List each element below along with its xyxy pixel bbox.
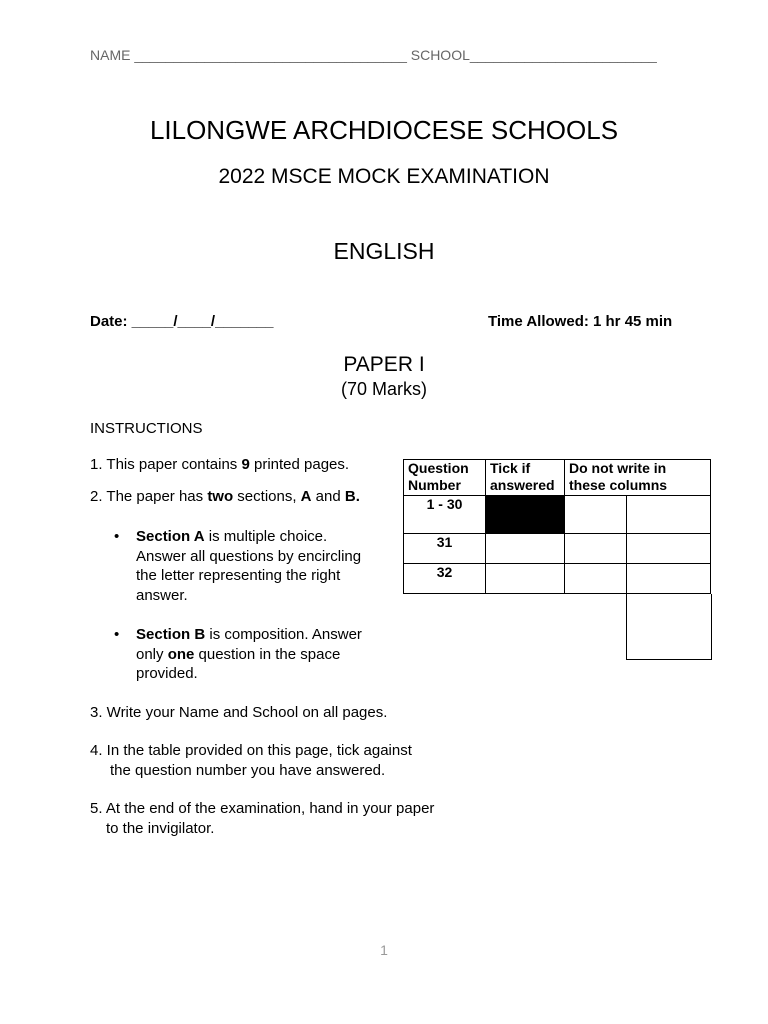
examiner-cell [627,534,711,564]
question-number-header [404,460,486,496]
time-allowed: Time Allowed: 1 hr 45 min [488,313,673,330]
instruction-text: question in the space [194,645,341,663]
section-a-line-1 [136,527,361,547]
instruction-emphasis: A [300,488,312,505]
instruction-5-line-2: to the invigilator. [106,819,215,837]
examiner-columns-header [565,460,711,496]
section-a-line-4: answer. [136,586,188,604]
instruction-emphasis: two [207,488,234,505]
table-row [404,534,711,564]
paper-marks: (70 Marks) [340,379,427,399]
section-a-line-2: Answer all questions by encircling [136,547,362,565]
instruction-emphasis: Section A [136,528,205,545]
diocese-title: LILONGWE ARCHDIOCESE SCHOOLS [149,115,619,145]
examiner-cell [565,496,627,534]
instruction-4-line-2: the question number you have answered. [110,761,386,779]
table-row [404,564,711,594]
instruction-emphasis: 9 [241,456,250,473]
section-b-line-3: provided. [136,665,198,682]
section-b-note [136,625,362,684]
tick-cell[interactable] [486,564,565,594]
instruction-text: is multiple choice. [204,528,328,545]
table-header-row [404,460,711,496]
instruction-emphasis: B. [344,488,360,505]
instructions-heading: INSTRUCTIONS [90,420,203,437]
instruction-5-line-1: 5. At the end of the examination, hand in your paper [90,800,435,817]
section-a-note [136,527,361,605]
examiner-cell [565,534,627,564]
instruction-4-line-1: 4. In the table provided on this page, tick against [90,742,412,759]
instruction-emphasis: one [167,645,195,663]
question-tick-table [403,459,711,594]
instruction-text: printed pages. [249,456,350,473]
header-label: Question Number [408,460,469,493]
instruction-text: 1. This paper contains [90,456,242,473]
instruction-text: 2. The paper has [90,488,208,505]
question-number-cell: 32 [404,564,486,594]
total-marks-box [626,594,712,660]
section-a-line-3: the letter representing the right [136,567,341,584]
examiner-cell [627,564,711,594]
instruction-5 [90,799,434,838]
exam-title: 2022 MSCE MOCK EXAMINATION [218,165,550,188]
instruction-text: is composition. Answer [205,626,362,643]
instruction-text: and [311,488,345,505]
bullet-icon: • [114,626,120,643]
header-label: Do not write in these columns [569,460,668,493]
date-field: Date: _____/____/_______ [90,313,274,330]
instruction-text: only [136,645,168,663]
page-number: 1 [380,942,388,958]
instruction-1 [90,455,349,475]
subject-title: ENGLISH [333,238,435,264]
instruction-3: 3. Write your Name and School on all pages. [90,704,388,721]
question-number-cell: 1 - 30 [404,496,486,534]
header-label: Tick if answered [490,460,555,493]
examiner-cell [565,564,627,594]
tick-cell-shaded [486,496,565,534]
bullet-icon: • [114,528,120,545]
section-b-line-2 [136,645,362,665]
tick-cell[interactable] [486,534,565,564]
instruction-2 [90,487,360,507]
table-row [404,496,711,534]
tick-header [486,460,565,496]
instruction-text: sections, [233,488,301,505]
examiner-cell [627,496,711,534]
question-number-cell: 31 [404,534,486,564]
name-school-line: NAME ___________________________________ SCHOOL________________________ [90,47,657,63]
instruction-4 [90,741,412,780]
instruction-emphasis: Section B [136,626,206,643]
section-b-line-1 [136,625,362,645]
paper-name: PAPER I [343,353,425,376]
